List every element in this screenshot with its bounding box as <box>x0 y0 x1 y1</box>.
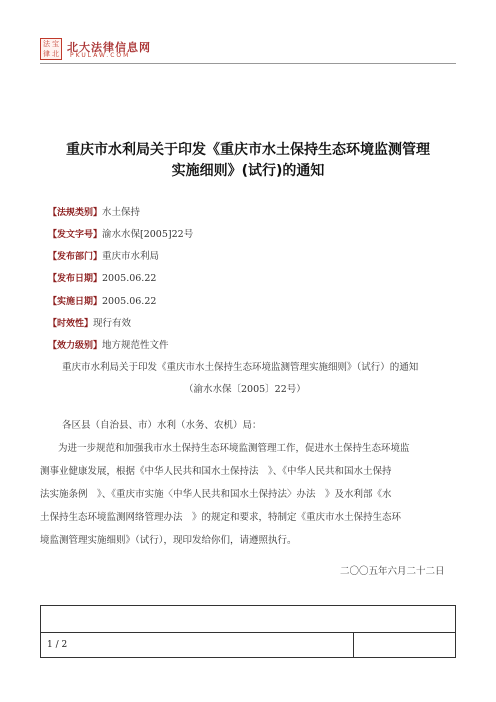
meta-publish-date <box>48 273 448 285</box>
header-divider <box>40 63 456 64</box>
meta-value: 现行有效 <box>93 318 132 329</box>
meta-validity <box>48 318 448 330</box>
document-title <box>40 140 456 182</box>
meta-key: 【发布部门】 <box>48 252 103 262</box>
seal-char: 律 <box>43 50 50 58</box>
meta-issuer <box>48 251 448 263</box>
meta-value: 2005.06.22 <box>102 296 157 307</box>
document-subtitle: 重庆市水利局关于印发《重庆市水土保持生态环境监测管理实施细则》（试行）的通知 <box>62 362 419 373</box>
body-line: 测事业健康发展，根据《中华人民共和国水土保持法 》、《中华人民共和国水土保持 <box>40 466 392 477</box>
meta-key: 【发文字号】 <box>48 230 103 240</box>
page-footer <box>40 605 456 658</box>
title-line: 重庆市水利局关于印发《重庆市水土保持生态环境监测管理 <box>66 142 430 158</box>
body-line: 土保持生态环境监测网络管理办法 》的规定和要求，特制定《重庆市水土保持生态环 <box>40 512 402 523</box>
meta-key: 【时效性】 <box>48 319 94 329</box>
body-line: 为进一步规范和加强我市水土保持生态环境监测管理工作，促进水土保持生态环境监 <box>58 443 410 454</box>
salutation: 各区县（自治县、市）水利（水务、农机）局： <box>62 420 262 431</box>
seal-char: 宝 <box>52 40 59 48</box>
meta-value: 2005.06.22 <box>102 273 157 284</box>
seal-char: 法 <box>43 40 50 48</box>
body-line: 法实施条例 》、《重庆市实施〈中华人民共和国水土保持法〉办法 》及水利部《水 <box>40 489 392 500</box>
logo-text: 北大法律信息网 <box>67 41 151 54</box>
meta-key: 【法规类别】 <box>48 208 103 218</box>
meta-level <box>48 340 448 352</box>
title-line: 实施细则》(试行)的通知 <box>171 163 325 179</box>
meta-key: 【实施日期】 <box>48 297 103 307</box>
footer-divider <box>41 632 455 633</box>
logo-subtext: PKULAW.COM <box>70 52 131 59</box>
meta-effective-date <box>48 296 448 308</box>
meta-key: 【效力级别】 <box>48 341 103 351</box>
footer-divider <box>353 632 354 657</box>
document-number: （渝水水保〔2005〕22号） <box>184 384 306 395</box>
meta-value: 水土保持 <box>102 207 141 218</box>
meta-category <box>48 207 448 219</box>
meta-value: 地方规范性文件 <box>102 340 169 351</box>
meta-doc-number <box>48 229 448 241</box>
document-date: 二〇〇五年六月二十二日 <box>340 566 445 577</box>
meta-key: 【发布日期】 <box>48 274 103 284</box>
body-line: 境监测管理实施细则》（试行），现印发给你们，请遵照执行。 <box>40 535 297 546</box>
meta-value: 重庆市水利局 <box>102 251 160 262</box>
seal-char: 北 <box>52 50 59 58</box>
logo-seal <box>40 38 62 60</box>
page-number: 1 / 2 <box>47 640 68 650</box>
meta-value: 渝水水保[2005]22号 <box>102 229 194 240</box>
site-logo <box>40 38 260 66</box>
